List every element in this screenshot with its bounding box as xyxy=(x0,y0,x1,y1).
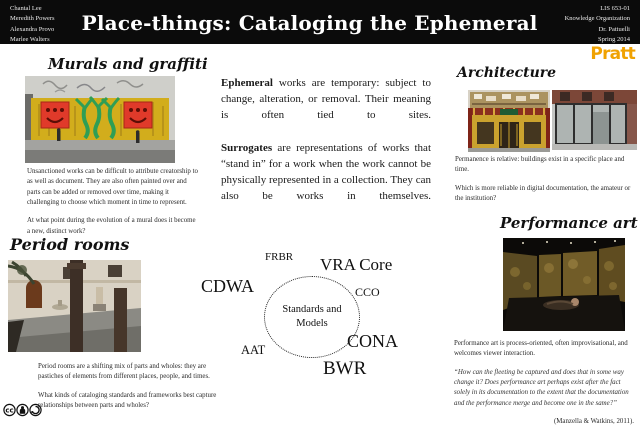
term-ephemeral: Ephemeral xyxy=(221,77,273,89)
license-sa-icon xyxy=(30,404,41,415)
period-rooms-question: What kinds of cataloging standards and frameworks best capture relationships between parts and wholes? xyxy=(38,391,217,410)
architecture-paragraph: Permanence is relative: buildings exist in a specific place and time. xyxy=(455,156,625,174)
diagram-center-label: Standards and Models xyxy=(282,304,342,329)
course-line: Knowledge Organization xyxy=(564,15,630,23)
diagram-label-cco: CCO xyxy=(355,285,380,299)
license-by-icon xyxy=(17,404,28,415)
intro-paragraph-ephemeral xyxy=(221,76,431,124)
course-line: Dr. Pattuelli xyxy=(598,25,630,33)
author: Marlee Walters xyxy=(10,36,50,44)
performance-paragraph: Performance art is process-oriented, often improvisational, and welcomes viewer interaction. xyxy=(454,340,628,358)
section-heading-murals: Murals and graffiti xyxy=(48,55,208,73)
standards-diagram xyxy=(195,247,430,395)
performance-quote: “How can the fleeting be captured and does that in some way change it? Does performance art perhaps exist after the fact solely in its documentation to the extent that the documentation and the performance merge and become one in the same?” xyxy=(454,368,629,407)
architecture-text xyxy=(455,155,637,212)
license-badge xyxy=(3,403,43,422)
definition-surrogates: are representations of works that “stand in” for a work when the work cannot be physically represented in a collection. They can also be works in themselves. xyxy=(221,141,431,202)
course-line: LIS 653-01 xyxy=(600,5,630,12)
diagram-label-frbr: FRBR xyxy=(265,251,294,263)
mural-photo xyxy=(25,76,175,163)
header-bar xyxy=(0,0,640,44)
diagram-label-cdwa: CDWA xyxy=(201,276,254,296)
diagram-label-vra-core: VRA Core xyxy=(320,255,393,274)
period-rooms-paragraph: Period rooms are a shifting mix of parts and wholes: they are pastiches of elements from different places, people, and times. xyxy=(38,363,210,381)
storefront-photo-ornate xyxy=(468,90,550,152)
author: Meredith Powers xyxy=(10,15,55,23)
section-heading-performance-art: Performance art xyxy=(500,214,638,232)
poster-title: Place-things: Cataloging the Ephemeral xyxy=(81,11,538,35)
storefront-photo-modern xyxy=(552,90,637,150)
diagram-label-cona: CONA xyxy=(347,331,399,351)
period-room-photo xyxy=(8,260,141,352)
murals-text xyxy=(27,167,199,245)
intro-paragraph-surrogates xyxy=(221,141,431,205)
license-cc-icon xyxy=(4,404,15,415)
intro-text xyxy=(221,76,431,222)
diagram-dotted-circle xyxy=(264,276,360,358)
author: Chantal Lee xyxy=(10,5,42,12)
course-line: Spring 2014 xyxy=(598,36,630,44)
svg-text:cc: cc xyxy=(5,406,14,415)
diagram-label-bwr: BWR xyxy=(323,358,367,379)
performance-attribution: (Manzella & Watkins, 2011). xyxy=(553,418,634,426)
term-surrogates: Surrogates xyxy=(221,141,273,154)
author: Alexandra Provo xyxy=(10,25,55,33)
performance-text xyxy=(454,339,634,427)
architecture-question: Which is more reliable in digital documentation, the amateur or the institution? xyxy=(455,184,631,203)
murals-paragraph: Unsanctioned works can be difficult to attribute creatorship to as well as document. They are also often painted over and parts can be added or removed over time, making it challenging to choose which moment in time to represent. xyxy=(27,168,198,207)
diagram-label-aat: AAT xyxy=(241,343,266,357)
section-heading-period-rooms: Period rooms xyxy=(10,235,130,254)
section-heading-architecture: Architecture xyxy=(457,65,557,81)
murals-question: At what point during the evolution of a mural does it become a new, distinct work? xyxy=(27,217,196,235)
course-info xyxy=(565,0,640,46)
definition-ephemeral: works are temporary: subject to change, alteration, or removal. Their meaning is often tied to sites. xyxy=(221,77,431,121)
performance-art-photo xyxy=(503,238,625,331)
pratt-logo: Pratt xyxy=(590,44,635,64)
author-list xyxy=(0,0,55,46)
